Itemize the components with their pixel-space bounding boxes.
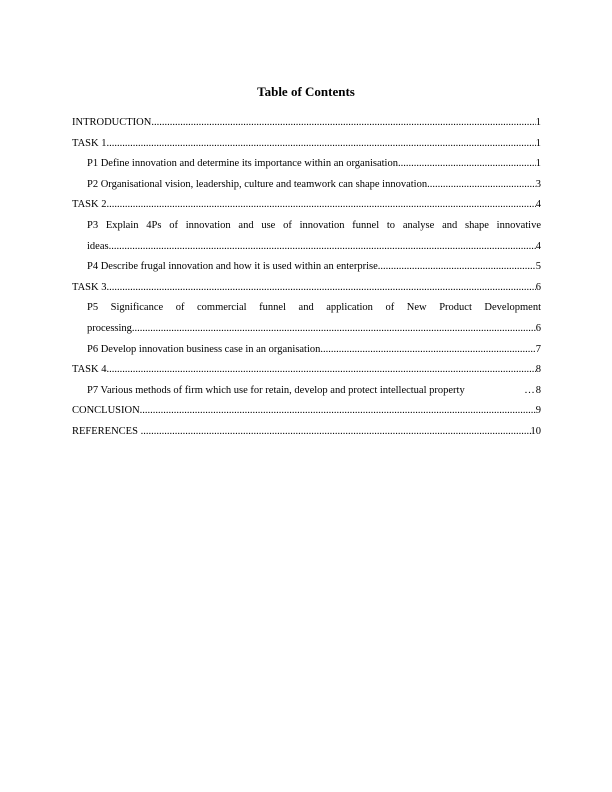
toc-page-number: 4 — [535, 199, 541, 211]
toc-entry-label: P4 Describe frugal innovation and how it is used within an enterprise — [87, 261, 378, 273]
toc-entry-p5[interactable] — [72, 298, 541, 339]
toc-leader-dots — [141, 422, 531, 443]
toc-entry-p3[interactable] — [72, 216, 541, 257]
toc-title: Table of Contents — [257, 84, 355, 99]
toc-leader-dots — [132, 319, 536, 340]
toc-leader-dots — [151, 113, 535, 134]
toc-entry-label-line2: ideas — [87, 240, 109, 252]
toc-entry-label: P2 Organisational vision, leadership, culture and teamwork can shape innovation — [87, 178, 428, 190]
toc-leader-dots — [427, 175, 536, 196]
toc-entry-task-3[interactable] — [72, 278, 541, 299]
toc-entry-label: INTRODUCTION — [72, 117, 152, 128]
toc-page-number: 6 — [535, 322, 541, 334]
toc-entry-label-line2: processing — [87, 322, 132, 334]
toc-page-number: 8 — [535, 364, 541, 376]
toc-entry-label: REFERENCES — [72, 425, 141, 437]
toc-entry-task-1[interactable] — [72, 134, 541, 155]
toc-page-number: 6 — [535, 281, 541, 293]
toc-leader-dots — [106, 195, 535, 216]
toc-entry-label: P7 Various methods of firm which use for retain, develop and protect intellectual property — [87, 384, 465, 396]
toc-page-number: 1 — [535, 117, 541, 128]
toc-entry-label: P1 Define innovation and determine its importance within an organisation — [87, 158, 398, 170]
toc-entry-references[interactable] — [72, 422, 541, 443]
toc-page-number: 1 — [535, 158, 541, 170]
toc-entry-label-line1: P5 Significance of commercial funnel and application of New Product Development — [87, 302, 541, 314]
toc-leader-dots — [140, 401, 536, 422]
toc-leader-dots — [106, 278, 535, 299]
toc-leader-dots — [398, 154, 536, 175]
toc-entry-label: TASK 1 — [72, 137, 107, 149]
toc-page-number: 10 — [530, 425, 541, 437]
toc-entry-conclusion[interactable] — [72, 401, 541, 422]
toc-entry-p6[interactable] — [72, 340, 541, 361]
toc-entry-label-line1: P3 Explain 4Ps of innovation and use of innovation funnel to analyse and shape innovative — [87, 219, 541, 231]
toc-leader-dots — [109, 237, 536, 258]
toc-entry-p7[interactable] — [72, 381, 541, 402]
toc-leader-dots — [106, 134, 535, 155]
toc-page-number: 9 — [535, 405, 541, 417]
toc-entry-label: TASK 3 — [72, 281, 107, 293]
toc-entry-label: TASK 4 — [72, 364, 107, 376]
toc-page-number: 5 — [535, 261, 541, 273]
toc-entry-introduction[interactable] — [72, 113, 541, 134]
toc-leader-dots — [523, 381, 536, 402]
toc-entry-task-2[interactable] — [72, 195, 541, 216]
toc-page-number: 4 — [535, 240, 541, 252]
toc-leader-dots — [378, 257, 536, 278]
toc-leader-dots — [320, 340, 535, 361]
toc-entry-p4[interactable] — [72, 257, 541, 278]
toc-entry-label: TASK 2 — [72, 199, 107, 211]
toc-entry-label: CONCLUSION — [72, 405, 140, 417]
toc-page-number: 1 — [535, 137, 541, 149]
toc-page-number: 3 — [535, 178, 541, 190]
toc-entry-label: P6 Develop innovation business case in an organisation — [87, 343, 321, 355]
toc-page-number: 8 — [535, 384, 541, 396]
toc-page-number: 7 — [535, 343, 541, 355]
toc-entry-task-4[interactable] — [72, 360, 541, 381]
toc-entry-p1[interactable] — [72, 154, 541, 175]
table-of-contents — [72, 113, 541, 443]
toc-leader-dots — [106, 360, 535, 381]
toc-entry-p2[interactable] — [72, 175, 541, 196]
